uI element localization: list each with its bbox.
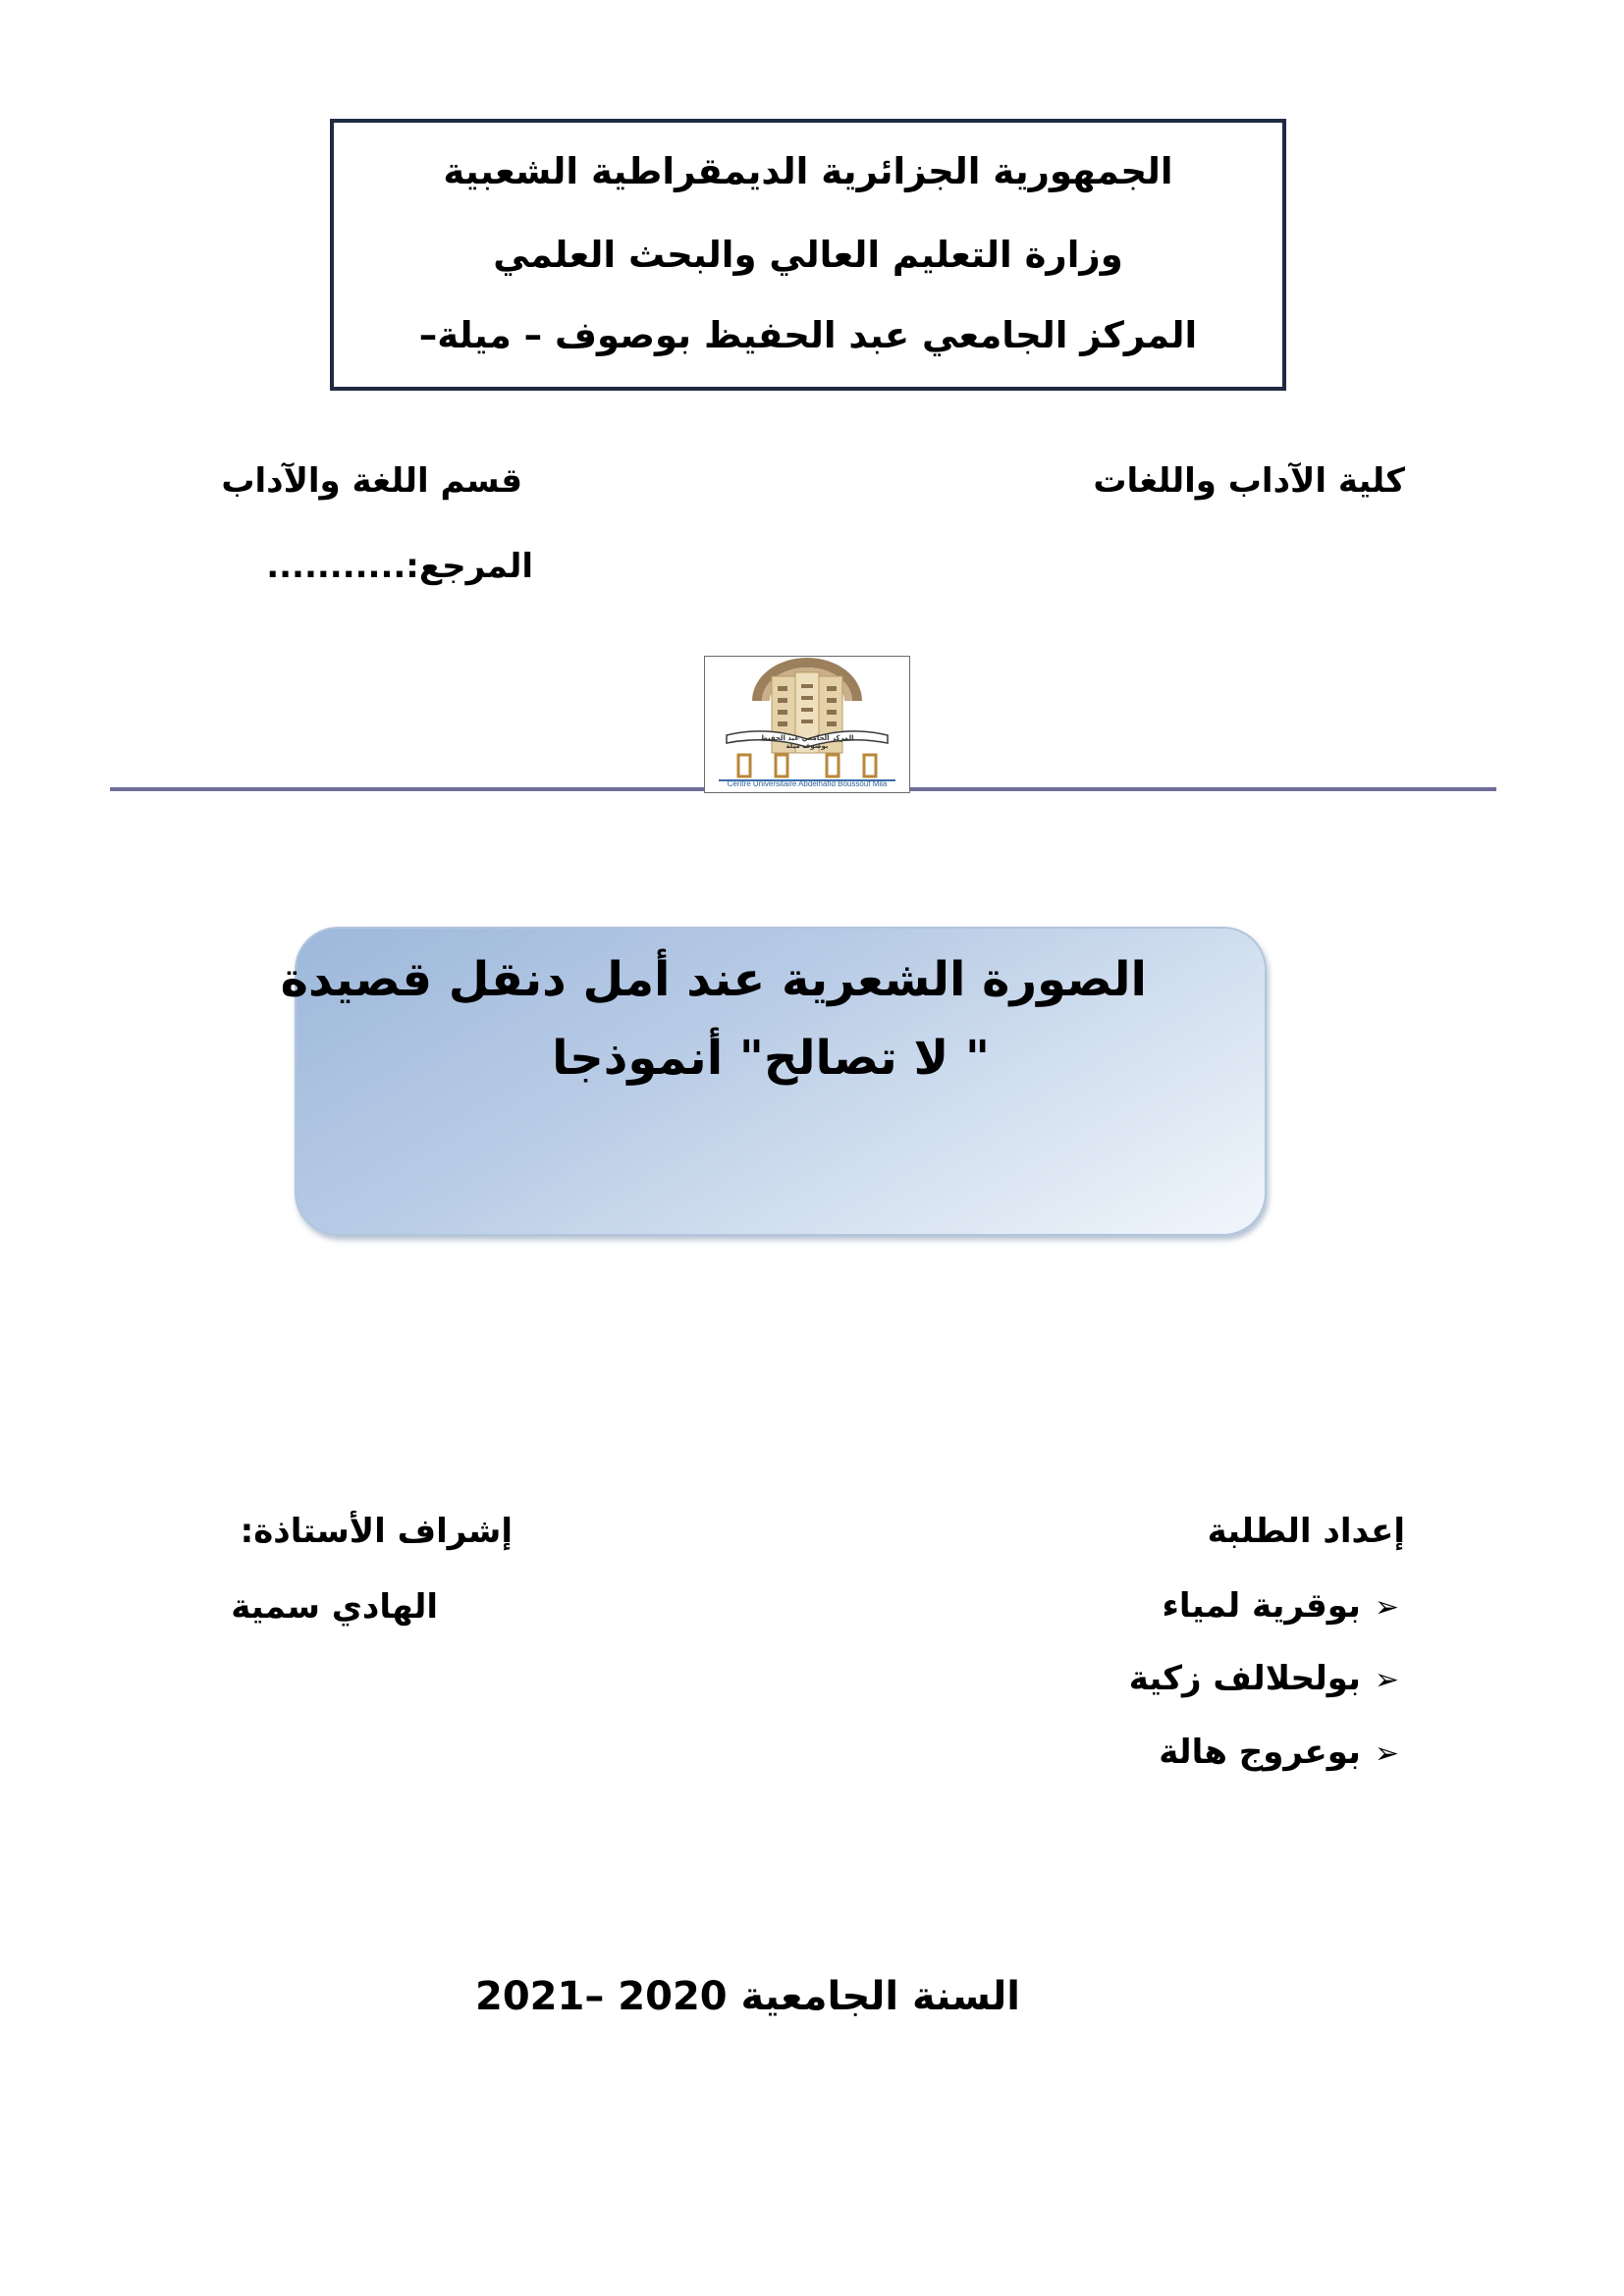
logo-latin-text: Centre Universitaire Abdelhafid Boussouf Mila bbox=[727, 779, 888, 788]
republic-name: الجمهورية الجزائرية الديمقراطية الشعبية bbox=[443, 150, 1173, 192]
ministry-name: وزارة التعليم العالي والبحث العلمي bbox=[493, 234, 1123, 276]
reference-field: المرجع:........... bbox=[266, 547, 533, 586]
supervisor-heading: إشراف الأستاذة: bbox=[240, 1512, 513, 1551]
student-name: بولحلالف زكية bbox=[1128, 1659, 1361, 1698]
arrow-bullet-icon: ➢ bbox=[1374, 1736, 1399, 1771]
university-logo bbox=[704, 656, 910, 793]
department-name: قسم اللغة والآداب bbox=[221, 461, 522, 501]
supervisor-name: الهادي سمية bbox=[231, 1587, 438, 1627]
thesis-title-line2: " لا تصالح" أنموذجا bbox=[552, 1031, 990, 1086]
logo-arabic-text: المركز الجامعي عبد الحفيظ بوصوف ميلة bbox=[760, 734, 854, 750]
student-item bbox=[1129, 1659, 1399, 1698]
thesis-title-line1: الصورة الشعرية عند أمل دنقل قصيدة bbox=[280, 952, 1147, 1007]
students-heading: إعداد الطلبة bbox=[1207, 1512, 1405, 1551]
arrow-bullet-icon: ➢ bbox=[1374, 1590, 1399, 1625]
university-logo-icon bbox=[705, 657, 909, 792]
arrow-bullet-icon: ➢ bbox=[1374, 1663, 1399, 1697]
student-name: بوقرية لمياء bbox=[1162, 1586, 1361, 1626]
institution-header-box bbox=[330, 119, 1286, 391]
student-item bbox=[1159, 1733, 1399, 1772]
academic-year: السنة الجامعية 2020 –2021 bbox=[475, 1974, 1020, 2019]
student-name: بوعروج هالة bbox=[1159, 1733, 1361, 1772]
thesis-title-box bbox=[280, 927, 1267, 1236]
university-name: المركز الجامعي عبد الحفيظ بوصوف – ميلة– bbox=[418, 314, 1198, 356]
faculty-name: كلية الآداب واللغات bbox=[1093, 461, 1405, 501]
student-item bbox=[1163, 1586, 1399, 1626]
